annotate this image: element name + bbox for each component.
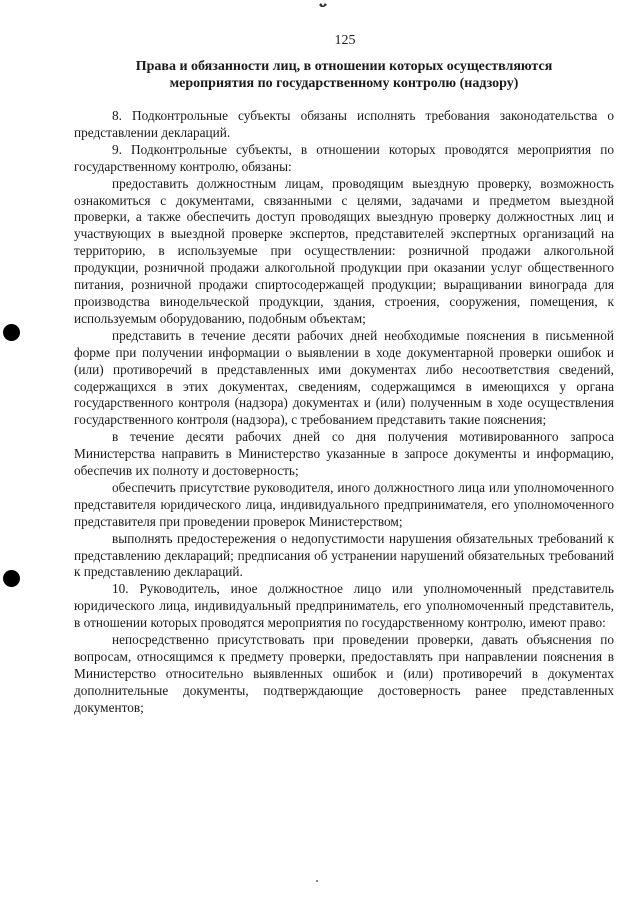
paragraph-10: 10. Руководитель, иное должностное лицо или уполномоченный представитель юридического лица, индивидуальный предприниматель, его уполномоченный представитель, в отношении которых проводятся мероприятия по государственному контролю, имеют право: [74, 581, 614, 631]
paragraph-9-item-documents: в течение десяти рабочих дней со дня получения мотивированного запроса Министерства направить в Министерство указанные в запросе документы и информацию, обеспечив их полноту и достоверность; [74, 429, 614, 479]
section-heading [80, 58, 608, 92]
paragraph-9-item-explanations: представить в течение десяти рабочих дней необходимые пояснения в письменной форме при получении информации о выявлении в ходе документарной проверки ошибок и (или) противоречий в представленных ими документах либо несоответствия сведений, содержащихся в этих документах, сведениям, содержащимся в имеющихся у органа государственного контроля (надзора) документах и (или) полученным в ходе осуществления государственного контроля (надзора), с требованием представить такие пояснения; [74, 327, 614, 428]
paragraph-9-item-warnings: выполнять предостережения о недопустимости нарушения обязательных требований к представлению деклараций; предписания об устранении нарушений обязательных требований к представлению деклараций. [74, 530, 614, 580]
section-heading-line-1: Права и обязанности лиц, в отношении которых осуществляются [135, 59, 553, 74]
paragraph-8: 8. Подконтрольные субъекты обязаны исполнять требования законодательства о представлении деклараций. [74, 108, 614, 140]
punch-hole-upper [3, 324, 20, 341]
punch-hole-lower [3, 570, 20, 587]
scan-artifact-dot [316, 880, 318, 882]
section-heading-line-2: мероприятия по государственному контролю (надзору) [169, 76, 519, 91]
document-body [74, 108, 614, 717]
page-number: 125 [334, 33, 356, 48]
paragraph-9-item-presence: обеспечить присутствие руководителя, иного должностного лица или уполномоченного представителя юридического лица, индивидуального предпринимателя, его уполномоченного представителя при проведении проверок Министерством; [74, 479, 614, 529]
scan-artifact-mark [318, 2, 328, 8]
paragraph-9-item-access: предоставить должностным лицам, проводящим выездную проверку, возможность ознакомиться с документами, связанными с целями, задачами и предметом выездной проверки, а также обеспечить доступ проводящих выездную проверку должностных лиц и участвующих в выездной проверке экспертов, представителей экспертных организаций на территорию, в используемые при осуществлении: розничной продажи алкогольной продукции, розничной продажи алкогольной продукции при оказании услуг общественного питания, розничной продажи спиртосодержащей продукции; выращивании винограда для производства винодельческой продукции, здания, строения, сооружения, помещения, к используемым оборудованию, подобным объектам; [74, 175, 614, 326]
paragraph-9: 9. Подконтрольные субъекты, в отношении которых проводятся мероприятия по государственному контролю, обязаны: [74, 141, 614, 174]
paragraph-10-item-presence: непосредственно присутствовать при проведении проверки, давать объяснения по вопросам, относящимся к предмету проверки, предоставлять при направлении пояснения в Министерство относительно выявленных ошибок и (или) противоречий в документах дополнительные документы, подтверждающие достоверность ранее представленных документов; [74, 632, 614, 715]
